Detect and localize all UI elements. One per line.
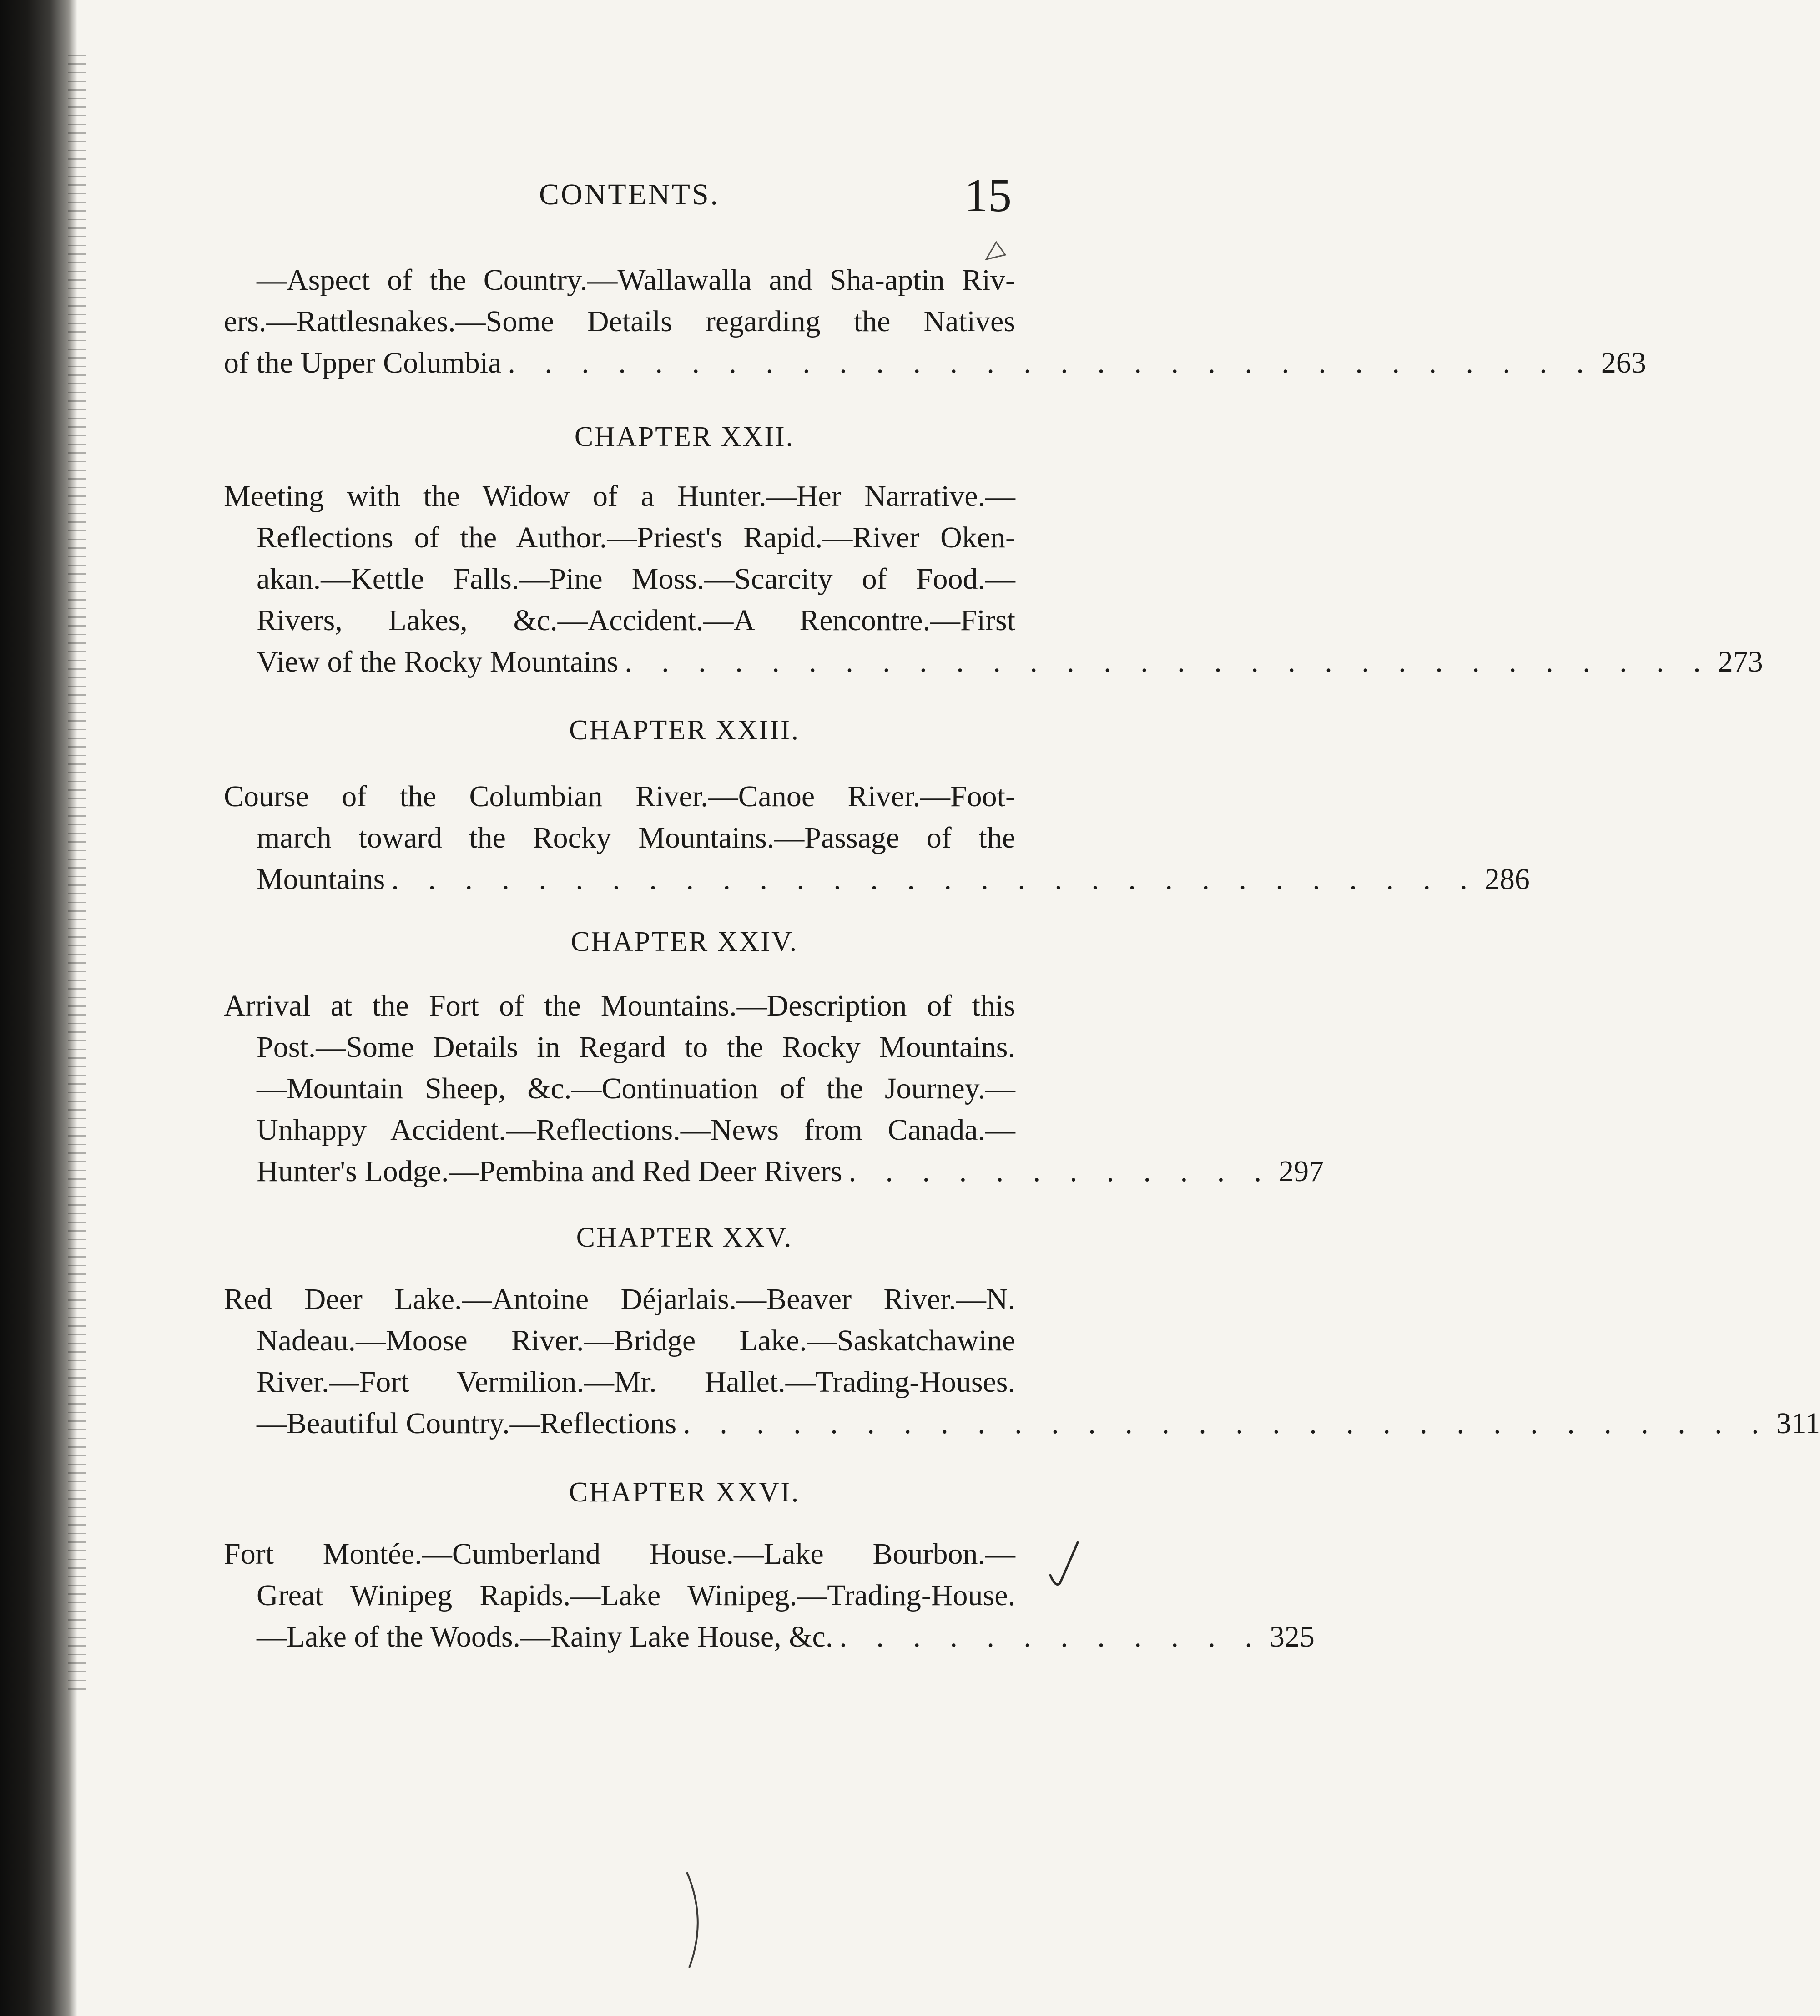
chapter-heading: CHAPTER XXVI. (569, 1477, 800, 1508)
contents-entry-chapter-25 (224, 1278, 1820, 1444)
entry-last-line (224, 641, 1763, 682)
entry-page-number: 286 (1484, 863, 1530, 896)
entry-line: Mountains (257, 863, 385, 896)
entry-last-line (224, 1403, 1820, 1444)
contents-entry-continuation (224, 259, 1646, 384)
binding-shadow (0, 0, 77, 2016)
stray-scan-mark (682, 1870, 710, 1970)
contents-entry-chapter-24 (224, 985, 1324, 1192)
running-head (0, 168, 1305, 223)
contents-entry-chapter-26 (224, 1533, 1315, 1657)
dot-leader: . . . . . . . . . . . . (839, 1620, 1263, 1653)
entry-line: Fort Montée.—Cumberland House.—Lake Bourbon.— (224, 1537, 1015, 1571)
dot-leader: . . . . . . . . . . . . (848, 1155, 1273, 1188)
entry-line: Post.—Some Details in Regard to the Rocky Mountains. (257, 1031, 1015, 1064)
entry-line: Meeting with the Widow of a Hunter.—Her Narrative.— (224, 480, 1015, 513)
binding-speckle (68, 55, 86, 1693)
entry-line: —Mountain Sheep, &c.—Continuation of the Journey.— (257, 1072, 1015, 1105)
entry-page-number: 273 (1718, 645, 1763, 678)
entry-line: Hunter's Lodge.—Pembina and Red Deer Rivers (257, 1155, 842, 1188)
entry-page-number: 297 (1279, 1155, 1324, 1188)
entry-line: of the Upper Columbia (224, 346, 502, 379)
entry-line: march toward the Rocky Mountains.—Passage of the (257, 821, 1015, 854)
entry-page-number: 325 (1269, 1620, 1315, 1653)
dot-leader: . . . . . . . . . . . . . . . . . . . . . . . . . . . . . . (508, 346, 1595, 379)
chapter-heading: CHAPTER XXII. (574, 421, 795, 452)
entry-last-line (224, 1151, 1324, 1192)
entry-last-line (224, 859, 1530, 900)
running-title: CONTENTS. (539, 178, 720, 211)
entry-line: —Lake of the Woods.—Rainy Lake House, &c. (257, 1620, 833, 1653)
entry-line: River.—Fort Vermilion.—Mr. Hallet.—Trading-Houses. (257, 1365, 1015, 1399)
dot-leader: . . . . . . . . . . . . . . . . . . . . . . . . . . . . . . (391, 863, 1478, 896)
contents-entry-chapter-23 (224, 776, 1530, 900)
entry-line: —Beautiful Country.—Reflections (257, 1407, 677, 1440)
entry-last-line (224, 342, 1646, 384)
chapter-heading: CHAPTER XXV. (576, 1222, 793, 1253)
pencil-tick-mark (1046, 1538, 1083, 1592)
entry-line: Reflections of the Author.—Priest's Rapid.—River Oken- (257, 521, 1015, 554)
entry-line: Arrival at the Fort of the Mountains.—Description of this (224, 989, 1015, 1022)
chapter-heading: CHAPTER XXIII. (569, 715, 800, 746)
entry-line: Red Deer Lake.—Antoine Déjarlais.—Beaver River.—N. (224, 1283, 1015, 1316)
entry-line: Nadeau.—Moose River.—Bridge Lake.—Saskatchawine (257, 1324, 1015, 1357)
chapter-heading: CHAPTER XXIV. (570, 926, 798, 957)
entry-page-number: 311 (1776, 1407, 1820, 1440)
entry-line: —Aspect of the Country.—Wallawalla and Sha-aptin Riv- (257, 263, 1015, 297)
dot-leader: . . . . . . . . . . . . . . . . . . . . . . . . . . . . . . (625, 645, 1712, 678)
entry-page-number: 263 (1601, 346, 1646, 379)
entry-line: Course of the Columbian River.—Canoe River.—Foot- (224, 780, 1015, 813)
page-number: 15 (964, 169, 1012, 222)
entry-line: ers.—Rattlesnakes.—Some Details regarding the Natives (224, 305, 1015, 338)
entry-line: Rivers, Lakes, &c.—Accident.—A Rencontre.—First (257, 604, 1015, 637)
contents-entry-chapter-22 (224, 475, 1763, 682)
stray-scan-mark (983, 237, 1010, 264)
entry-line: Unhappy Accident.—Reflections.—News from Canada.— (257, 1113, 1015, 1147)
entry-line: View of the Rocky Mountains (257, 645, 619, 678)
entry-last-line (224, 1616, 1315, 1657)
entry-line: Great Winipeg Rapids.—Lake Winipeg.—Trading-House. (257, 1579, 1015, 1612)
entry-line: akan.—Kettle Falls.—Pine Moss.—Scarcity of Food.— (257, 562, 1015, 596)
dot-leader: . . . . . . . . . . . . . . . . . . . . . . . . . . . . . . (683, 1407, 1770, 1440)
